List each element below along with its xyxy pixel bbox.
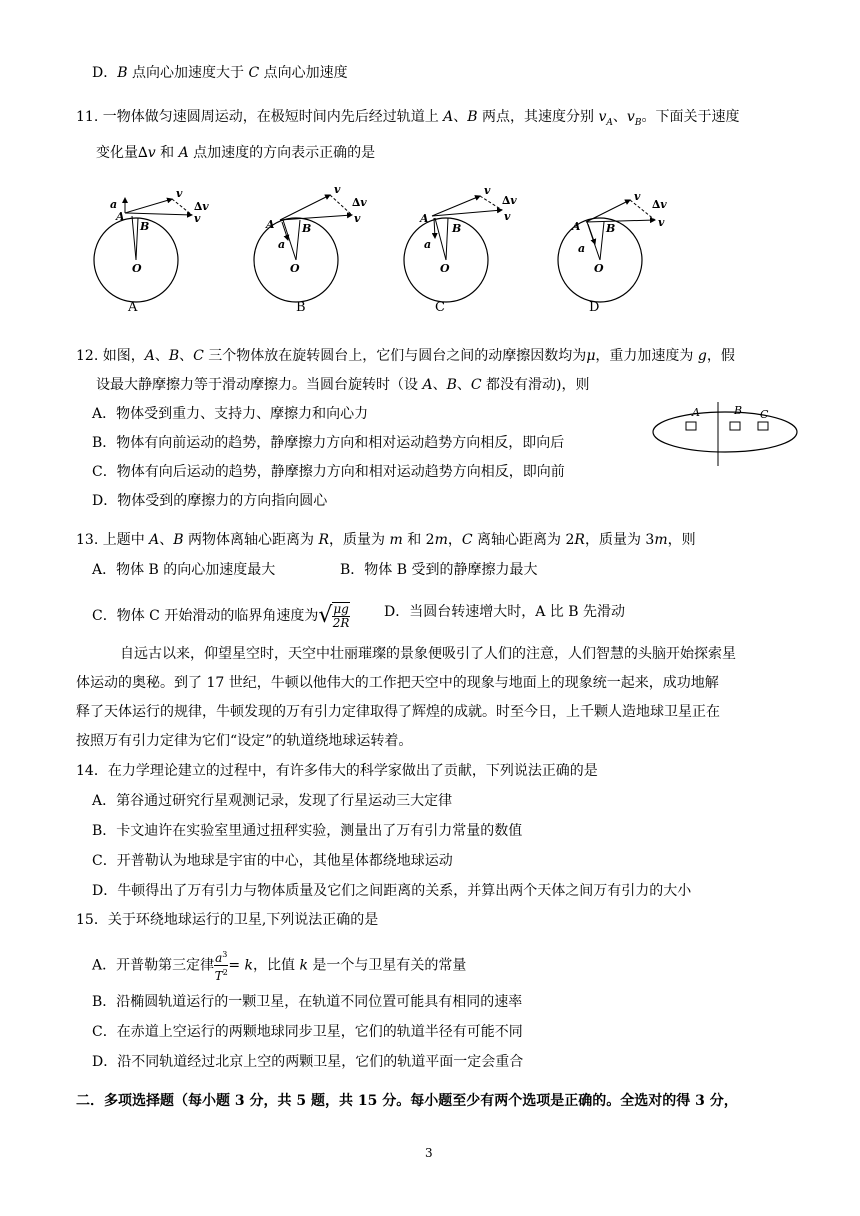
svg-text:v: v [658, 216, 665, 229]
q11-figure-label-a: A [128, 300, 138, 315]
q11-figure-a [94, 187, 209, 302]
q14-option-b: B．卡文迪许在实验室里通过扭秤实验，测量出了万有引力常量的数值 [92, 823, 523, 839]
q11-figure-label-d: D [589, 300, 600, 315]
q11-figure-b [254, 183, 367, 302]
q12-option-a: A．物体受到重力、支持力、摩擦力和向心力 [92, 406, 369, 422]
svg-text:A: A [420, 212, 429, 225]
svg-text:A: A [266, 218, 275, 231]
svg-text:B: B [734, 404, 743, 417]
svg-text:∆v: ∆v [194, 200, 209, 213]
svg-text:C: C [760, 408, 769, 421]
svg-text:∆v: ∆v [502, 194, 517, 207]
q15-option-a: A．开普勒第三定律 $\frac{a^3}{T^2}$ = k，比值 k 是一个与卫星有关的常量 [92, 950, 467, 983]
q15-option-b: B．沿椭圆轨道运行的一颗卫星，在轨道不同位置可能具有相同的速率 [92, 994, 523, 1010]
svg-text:A: A [116, 210, 125, 223]
section-2-heading: 二．多项选择题（每小题 3 分，共 5 题，共 15 分。每小题至少有两个选项是正确的。全选对的得 3 分， [76, 1093, 738, 1109]
q13-option-c: C．物体 C 开始滑动的临界角速度为√ $\frac{\mu g}{2R}$ [92, 602, 350, 630]
q11-figures [90, 180, 750, 330]
q13-option-d: D．当圆台转速增大时，A 比 B 先滑动 [384, 604, 625, 620]
svg-text:B: B [302, 222, 312, 235]
svg-text:v: v [354, 212, 361, 225]
q12-option-c: C．物体有向后运动的趋势，静摩擦力方向和相对运动趋势方向相反，即向前 [92, 464, 565, 480]
svg-text:a: a [424, 238, 432, 251]
q11-fig-a-label-aa: a [110, 198, 118, 211]
q11-figure-label-c: C [435, 300, 445, 315]
q11-figure-c [404, 184, 517, 302]
q14-stem: 14．在力学理论建立的过程中，有许多伟大的科学家做出了贡献，下列说法正确的是 [76, 763, 598, 779]
passage-line-4: 按照万有引力定律为它们“设定”的轨道绕地球运转着。 [76, 733, 413, 749]
q13-stem: 13. 上题中 A、B 两物体离轴心距离为 R，质量为 m 和 2m，C 离轴心距离为 2R，质量为 3m，则 [76, 532, 696, 548]
q14-option-c: C．开普勒认为地球是宇宙的中心，其他星体都绕地球运动 [92, 853, 453, 869]
passage-line-2: 体运动的奥秘。到了 17 世纪，牛顿以他伟大的工作把天空中的现象与地面上的现象统一起来，成功地解 [76, 675, 719, 691]
q15-option-d: D．沿不同轨道经过北京上空的两颗卫星，它们的轨道平面一定会重合 [92, 1054, 524, 1070]
q15-option-c: C．在赤道上空运行的两颗地球同步卫星，它们的轨道半径有可能不同 [92, 1024, 523, 1040]
q14-option-a: A．第谷通过研究行星观测记录，发现了行星运动三大定律 [92, 793, 453, 809]
svg-text:v: v [334, 183, 341, 196]
q15-stem: 15．关于环绕地球运行的卫星,下列说法正确的是 [76, 912, 379, 928]
q12-option-b: B．物体有向前运动的趋势，静摩擦力方向和相对运动趋势方向相反，即向后 [92, 435, 565, 451]
passage-line-3: 释了天体运行的规律，牛顿发现的万有引力定律取得了辉煌的成就。时至今日，上千颗人造地球卫星正在 [76, 704, 720, 720]
svg-text:O: O [290, 262, 300, 275]
q11-figure-label-b: B [296, 300, 306, 315]
svg-text:B: B [452, 222, 462, 235]
q13-option-b: B．物体 B 受到的静摩擦力最大 [340, 562, 538, 578]
q11-figure-d [558, 190, 667, 302]
q12-stem-line2: 设最大静摩擦力等于滑动摩擦力。当圆台旋转时（设 A、B、C 都没有滑动)，则 [96, 377, 590, 393]
svg-text:O: O [132, 262, 142, 275]
svg-text:v: v [634, 190, 641, 203]
svg-text:A: A [692, 406, 700, 419]
svg-text:v: v [504, 210, 511, 223]
svg-text:A: A [572, 220, 581, 233]
q12-option-d: D．物体受到的摩擦力的方向指向圆心 [92, 493, 328, 509]
q13-option-a: A．物体 B 的向心加速度最大 [92, 562, 276, 578]
svg-text:v: v [176, 187, 183, 200]
q12-turntable-figure [650, 400, 810, 470]
svg-text:a: a [578, 242, 586, 255]
q10-option-d: D．B 点向心加速度大于 C 点向心加速度 [92, 65, 348, 81]
q11-stem-line2: 变化量∆v 和 A 点加速度的方向表示正确的是 [96, 145, 376, 161]
passage-line-1: 自远古以来，仰望星空时，天空中壮丽璀璨的景象便吸引了人们的注意，人们智慧的头脑开始探索星 [120, 646, 736, 662]
svg-text:∆v: ∆v [652, 198, 667, 211]
q11-stem-line1: 11. 一物体做匀速圆周运动，在极短时间内先后经过轨道上 A、B 两点，其速度分别 $v_A$、$v_B$。下面关于速度 [76, 109, 740, 128]
q14-option-d: D．牛顿得出了万有引力与物体质量及它们之间距离的关系，并算出两个天体之间万有引力的大小 [92, 883, 692, 899]
svg-text:B: B [140, 220, 150, 233]
page-number: 3 [425, 1146, 433, 1160]
svg-text:a: a [278, 238, 286, 251]
svg-text:B: B [606, 222, 616, 235]
svg-text:O: O [594, 262, 604, 275]
svg-text:∆v: ∆v [352, 196, 367, 209]
svg-text:v: v [194, 212, 201, 225]
svg-text:v: v [484, 184, 491, 197]
svg-text:O: O [440, 262, 450, 275]
q12-stem-line1: 12. 如图，A、B、C 三个物体放在旋转圆台上，它们与圆台之间的动摩擦因数均为μ，重力加速度为 g，假 [76, 348, 735, 364]
